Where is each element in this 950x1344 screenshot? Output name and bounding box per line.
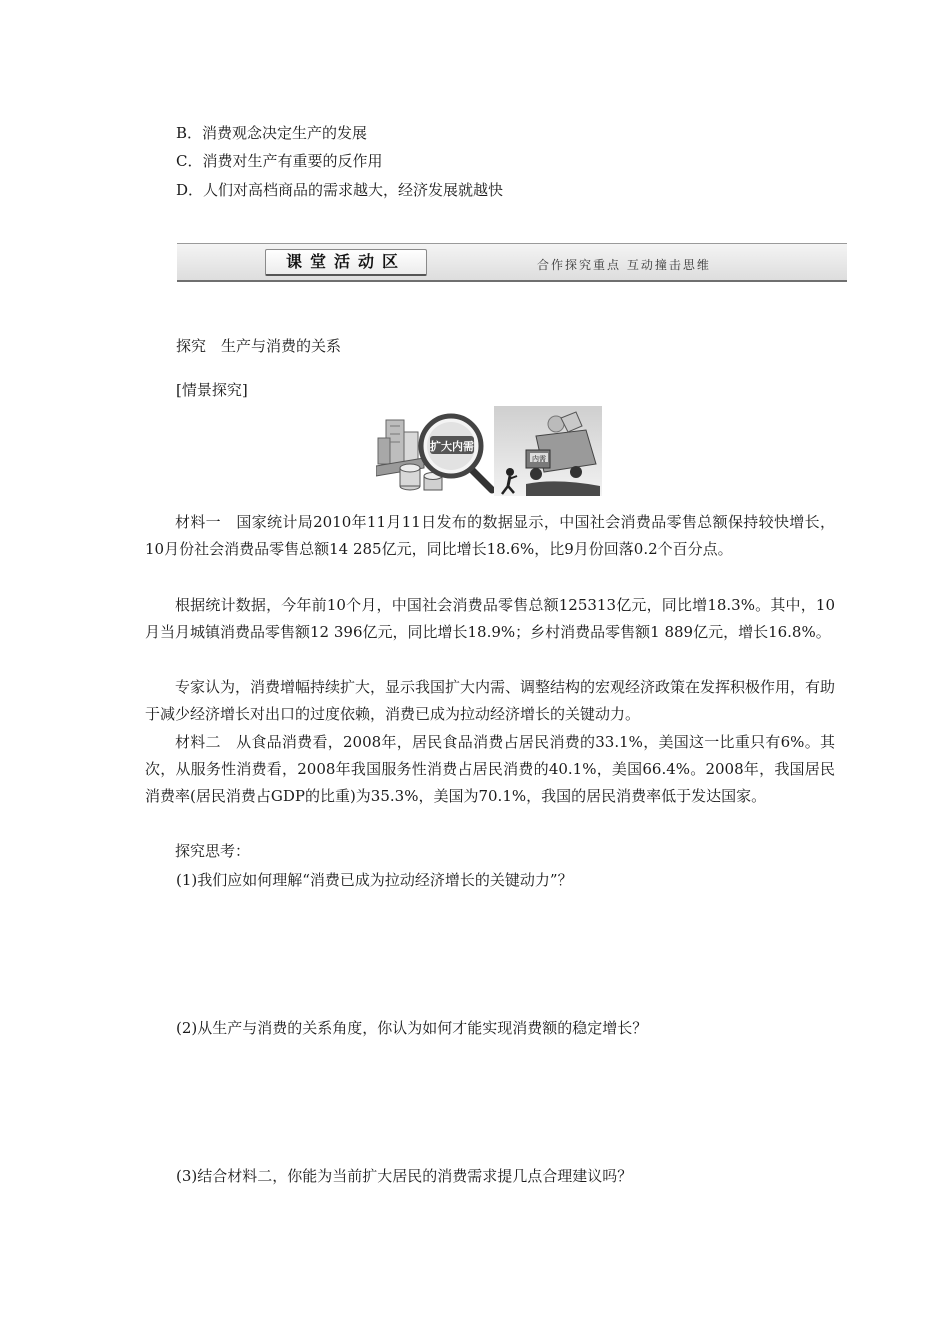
question-1: (1)我们应如何理解“消费已成为拉动经济增长的关键动力”？ [176, 871, 573, 889]
banner-title: 课堂活动区 [265, 249, 427, 276]
option-b: B．消费观念决定生产的发展 [176, 124, 368, 142]
expert-paragraph: 专家认为，消费增幅持续扩大，显示我国扩大内需、调整结构的宏观经济政策在发挥积极作用，有助于减少经济增长对出口的过度依赖，消费已成为拉动经济增长的关键动力。 [145, 678, 836, 724]
section-banner [177, 243, 847, 282]
illustration-expand-domestic-demand [376, 406, 602, 496]
truck-text: 内需 [532, 455, 546, 463]
scenario-label: [情景探究] [176, 381, 248, 399]
option-d: D．人们对高档商品的需求越大，经济发展就越快 [176, 181, 504, 199]
banner-divider [177, 280, 847, 282]
question-2: (2)从生产与消费的关系角度，你认为如何才能实现消费额的稳定增长？ [176, 1019, 648, 1037]
magnifier-text: 扩大内需 [430, 440, 474, 453]
inquiry-label: 探究思考： [175, 842, 251, 860]
option-c: C．消费对生产有重要的反作用 [176, 152, 383, 170]
material-two-paragraph: 材料二 从食品消费看，2008年，居民食品消费占居民消费的33.1%，美国这一比重只有6%。其次，从服务性消费看，2008年我国服务性消费占居民消费的40.1%，美国66.4%。2008年，我国居民消费率(居民消费占GDP的比重)为35.3%，美国为70.1%，我国的居民消费率低于发达国家。 [145, 733, 835, 806]
question-3: (3)结合材料二，你能为当前扩大居民的消费需求提几点合理建议吗？ [176, 1167, 633, 1185]
section-title: 探究 生产与消费的关系 [176, 337, 342, 355]
banner-tagline: 合作探究重点 互动撞击思维 [537, 258, 711, 272]
statistics-paragraph: 根据统计数据，今年前10个月，中国社会消费品零售总额125313亿元，同比增18.3%。其中，10月当月城镇消费品零售额12 396亿元，同比增长18.9%；乡村消费品零售额1 889亿元，增长16.8%。 [145, 596, 835, 642]
material-one-paragraph: 材料一 国家统计局2010年11月11日发布的数据显示，中国社会消费品零售总额保持较快增长，10月份社会消费品零售总额14 285亿元，同比增长18.6%，比9月份回落0.2个百分点。 [145, 513, 835, 559]
